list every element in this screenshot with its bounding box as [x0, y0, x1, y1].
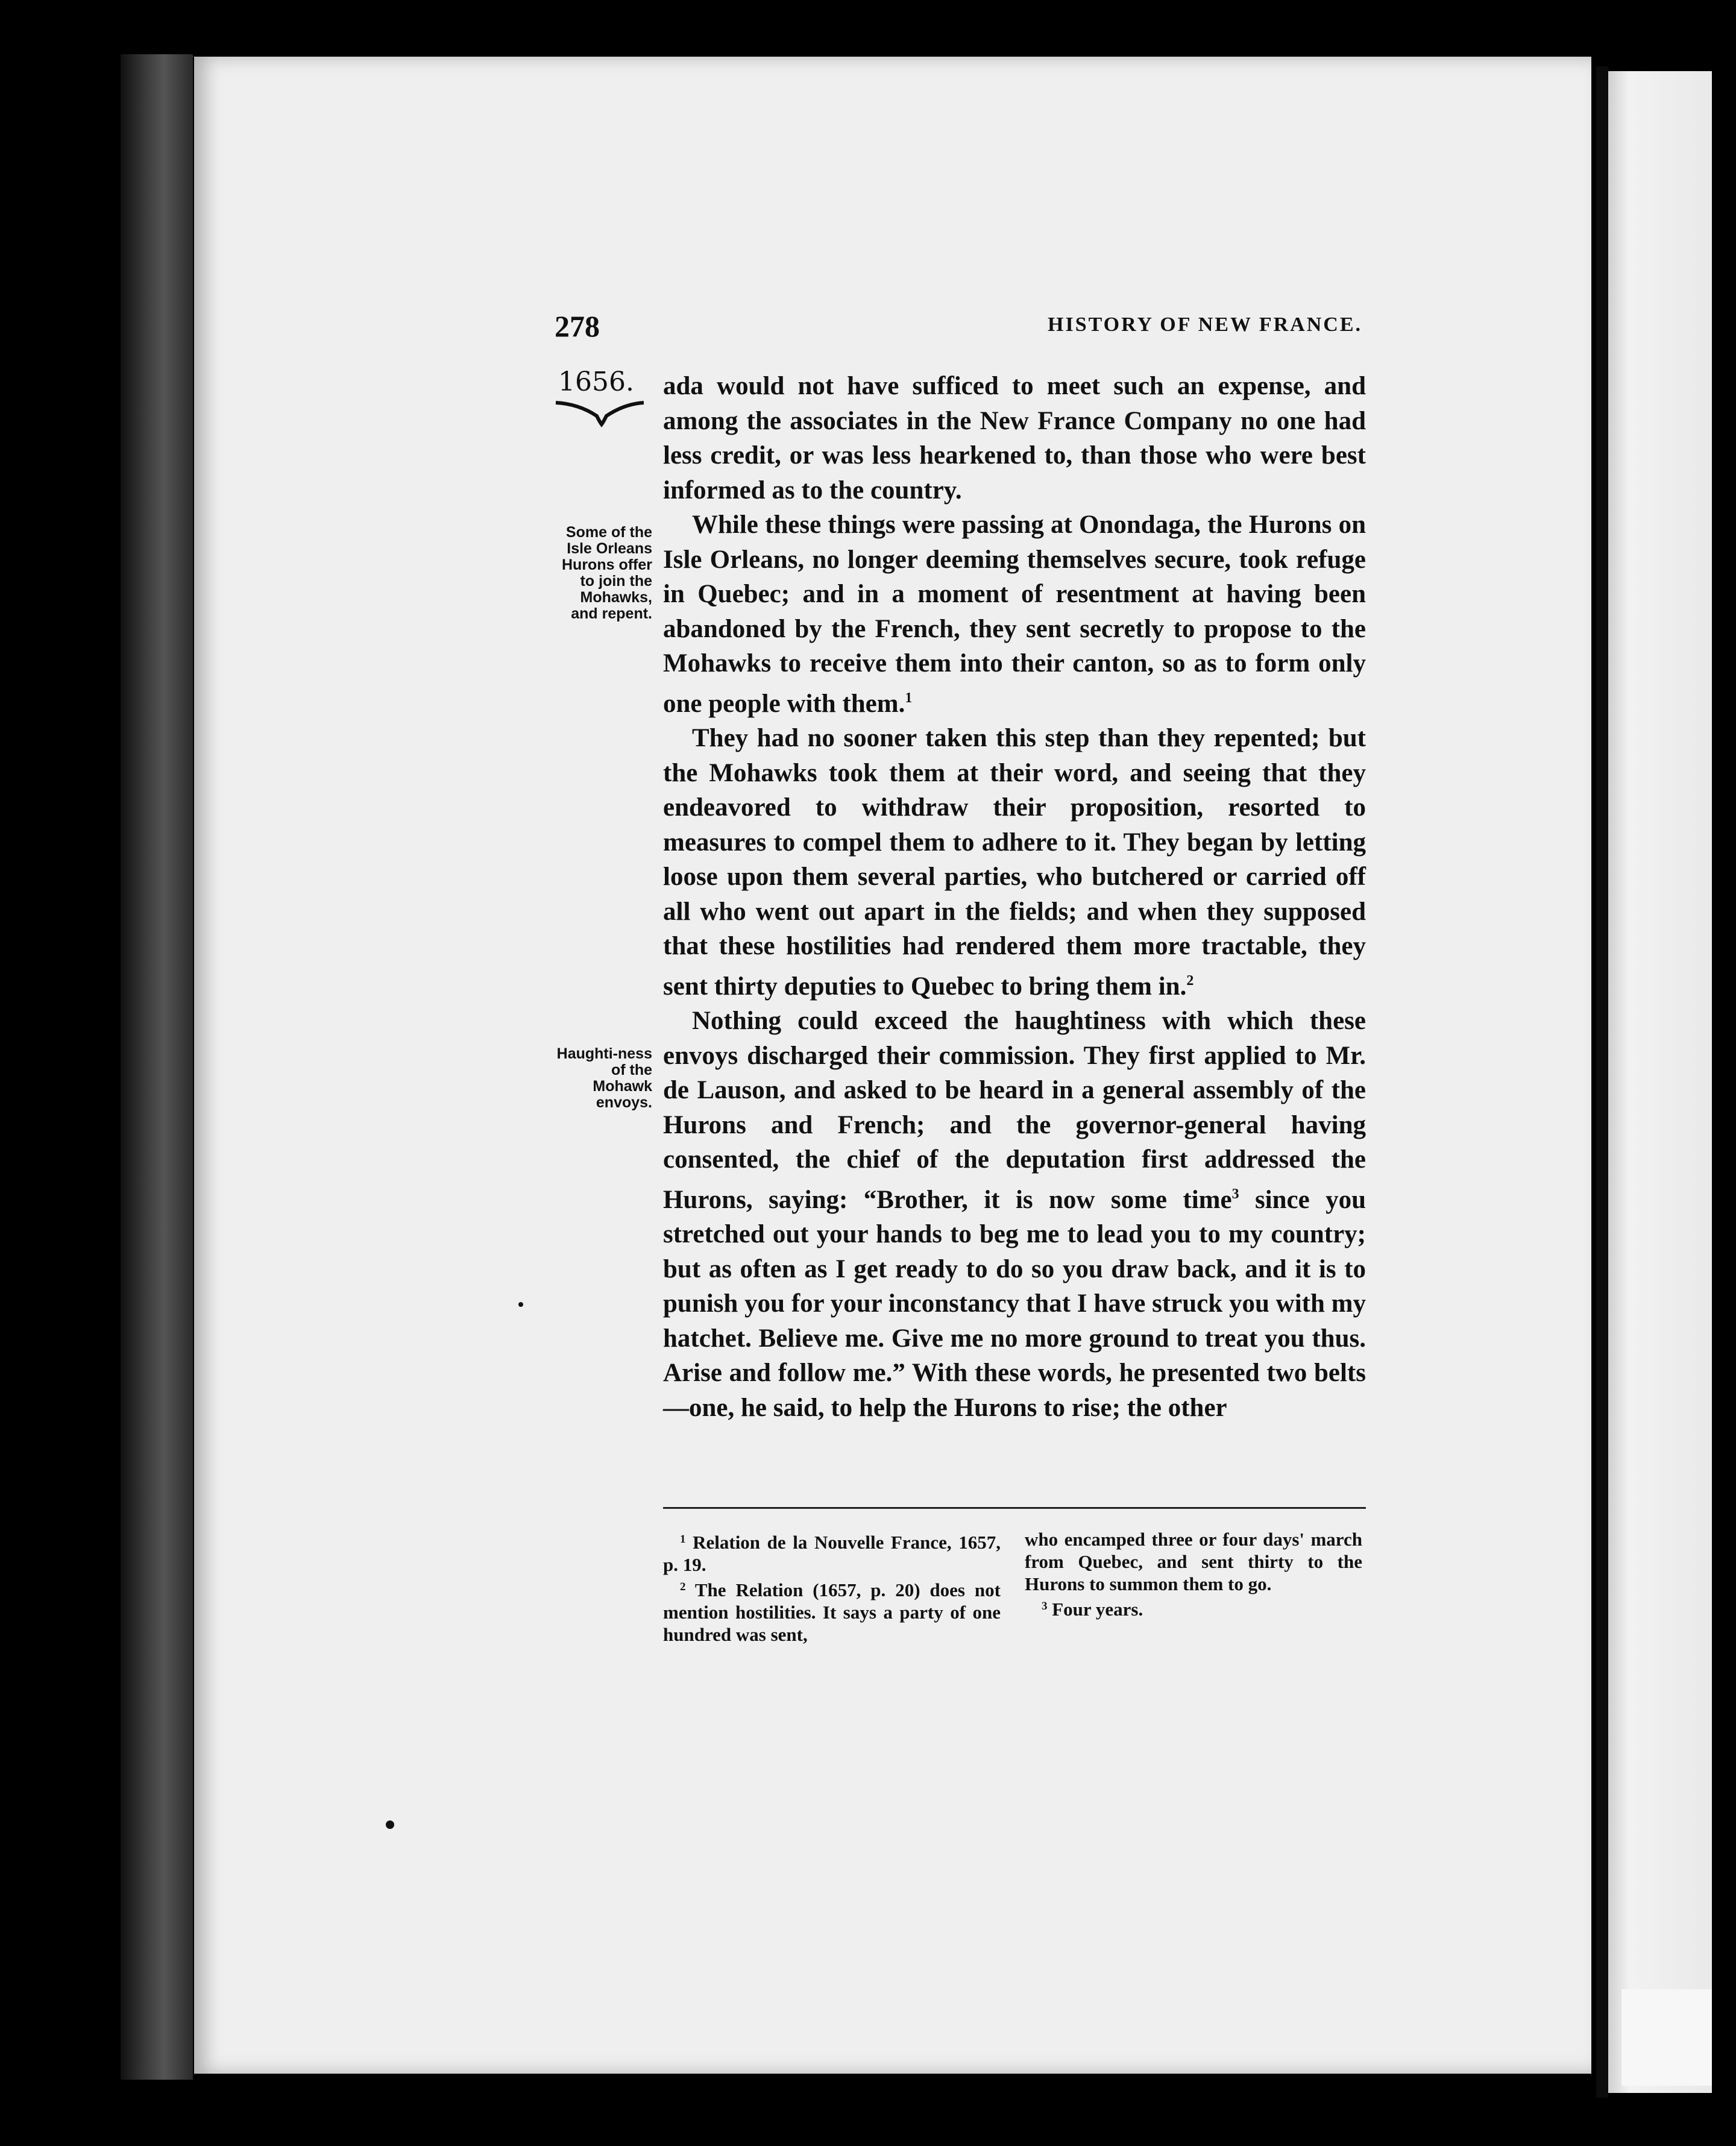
footnote-mark: 1 — [680, 1533, 686, 1546]
margin-year: 1656. — [558, 367, 634, 397]
paragraph — [663, 1004, 1366, 1425]
page-number: 278 — [555, 309, 600, 343]
page-gutter-shadow — [1596, 66, 1608, 2098]
paragraph-text: since you stretched out your hands to beg me to lead you to my country; but as often as I get ready to do so you draw back, and it is to punish you for your inconstancy that I have struck you with my hatchet. Believe me. Give me no more ground to treat you thus. Arise and follow me.” With these words, he presented two belts—one, he said, to help the Hurons to rise; the other — [663, 1185, 1366, 1422]
footnotes — [663, 1528, 1366, 1667]
paragraph-text: They had no sooner taken this step than they repented; but the Mohawks took them at their word, and seeing that they endeavored to withdraw their proposition, resorted to measures to compel them to adhere to it. They began by letting loose upon them several parties, who butchered or carried off all who went out apart in the fields; and when they supposed that these hostilities had rendered them more tractable, they sent thirty deputies to Quebec to bring them in. — [663, 724, 1366, 1001]
paragraph-text: Nothing could exceed the haughtiness with which these envoys discharged their commission. They first applied to Mr. de Lauson, and asked to be heard in a general assembly of the Hurons and French; and the governor-general having consented, the chief of the deputation first addressed the Hurons, saying: “Brother, it is now some time — [663, 1007, 1366, 1214]
brace-ornament — [555, 398, 645, 428]
footnote-2-continued: who encamped three or four days' march from Quebec, and sent thirty to the Hurons to summon them to go. — [1025, 1529, 1362, 1594]
running-head: HISTORY OF NEW FRANCE. — [1048, 313, 1362, 336]
footnote-ref: 2 — [1186, 972, 1194, 989]
footnote-2: $^2$ The Relation (1657, p. 20) does not mention hostilities. It says a party of one hundred was sent, — [663, 1579, 1001, 1645]
dust-speck — [386, 1820, 394, 1829]
page-header — [555, 309, 1362, 345]
footnote-1: $^1$ Relation de la Nouvelle France, 1657, p. 19. — [663, 1532, 1001, 1575]
paragraph — [663, 508, 1366, 721]
margin-note-isle-orleans: Some of the Isle Orleans Hurons offer to join the Mohawks, and repent. — [562, 524, 652, 622]
footnote-mark: 3 — [1042, 1600, 1048, 1613]
facing-page-edge — [1608, 71, 1712, 2093]
margin-note-haughtiness: Haughti-ness of the Mohawk envoys. — [556, 1045, 652, 1111]
paper-slip — [1621, 1989, 1712, 2086]
footnote-ref: 3 — [1231, 1186, 1239, 1202]
footnote-mark: 2 — [680, 1581, 686, 1593]
paragraph-text: While these things were passing at Onondaga, the Hurons on Isle Orleans, no longer deeming themselves secure, took refuge in Quebec; and in a moment of resentment at having been abandoned by the French, they sent secretly to propose to the Mohawks to receive them into their canton, so as to form only one people with them. — [663, 511, 1366, 718]
dust-speck — [518, 1302, 523, 1307]
footnotes-left-column — [663, 1528, 1001, 1646]
paragraph — [663, 721, 1366, 1004]
footnote-ref: 1 — [905, 690, 913, 706]
book-spine-edge — [121, 54, 193, 2080]
footnotes-right-column — [1025, 1528, 1362, 1620]
footnote-3: $^3$ Four years. — [1042, 1599, 1143, 1620]
paragraph-continuation: ada would not have sufficed to meet such an expense, and among the associates in the New France Company no one had less credit, or was less hearkened to, than those who were best informed as to the country. — [663, 372, 1366, 505]
footnote-rule — [663, 1507, 1366, 1509]
main-text — [663, 369, 1366, 1425]
